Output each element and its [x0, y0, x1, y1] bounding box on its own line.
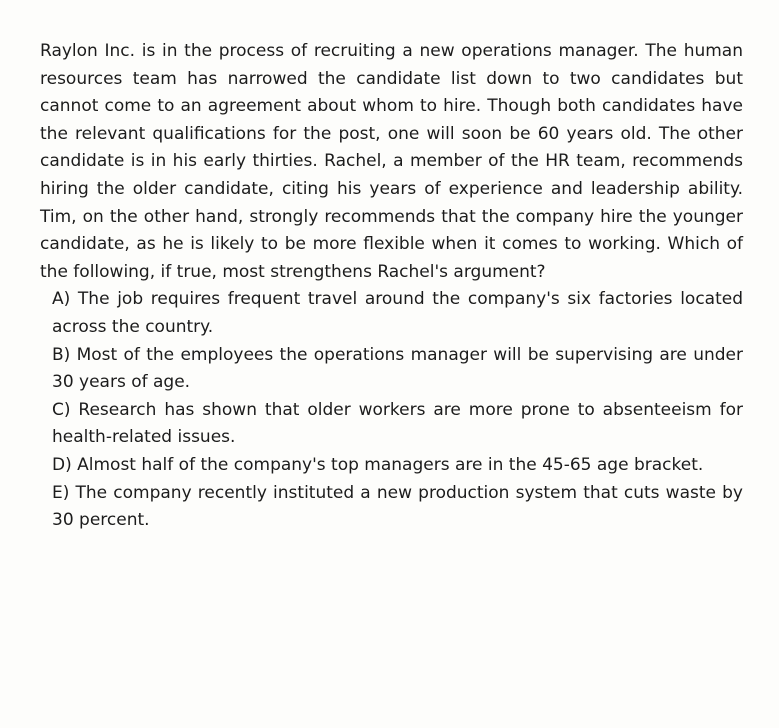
option-e: E) The company recently instituted a new production system that cuts waste by 30 percent. — [52, 482, 743, 531]
answer-options — [40, 286, 743, 534]
passage-text: Raylon Inc. is in the process of recruiting a new operations manager. The human resources team has narrowed the candidate list down to two candidates but cannot come to an agreement about whom to hire. Though both candidates have the relevant qualifications for the post, one will soon be 60 years old. The other candidate is in his early thirties. Rachel, a member of the HR team, recommends hiring the older candidate, citing his years of experience and leadership ability. Tim, on the other hand, strongly recommends that the company hire the younger candidate, as he is likely to be more flexible when it comes to working. — [40, 41, 743, 255]
question-text: Which of the following, if true, most strengthens Rachel's argument? — [40, 234, 743, 282]
option-c: C) Research has shown that older workers are more prone to absenteeism for health-related issues. — [52, 399, 743, 448]
question-stem — [40, 38, 743, 286]
option-a: A) The job requires frequent travel around the company's six factories located across the country. — [52, 289, 743, 337]
option-b: B) Most of the employees the operations manager will be supervising are under 30 years of age. — [52, 344, 743, 393]
option-d: D) Almost half of the company's top managers are in the 45-65 age bracket. — [52, 454, 704, 475]
